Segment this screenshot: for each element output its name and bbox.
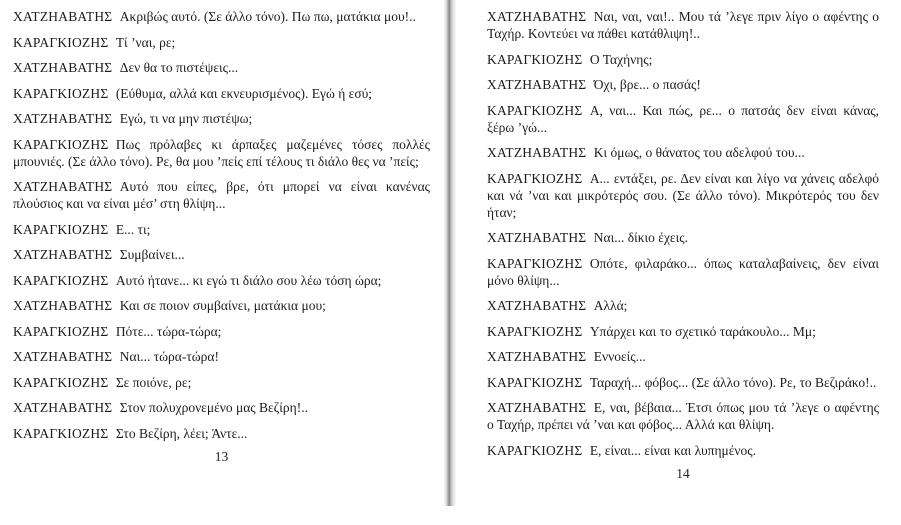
speech-text: Α, ναι... Και πώς, ρε... ο πατσάς δεν είναι κάνας, ξέρω ’γώ... (487, 102, 879, 135)
dialogue-line (13, 323, 430, 340)
dialogue-line (487, 348, 879, 365)
speaker-name: ΧΑΤΖΗΑΒΑΤΗΣ (13, 349, 113, 364)
dialogue-line (13, 136, 430, 170)
speaker-name: ΚΑΡΑΓΚΙΟΖΗΣ (487, 323, 583, 339)
speech-text: Ε, ναι, βέβαια... Έτσι όπως μου τά ’λεγε ο αφέντης ο Ταχήρ, πρέπει νά ’ναι και φόβος... Αλλά και θλίψη. (487, 400, 879, 432)
page-left-text (13, 8, 430, 450)
speaker-name: ΚΑΡΑΓΚΙΟΖΗΣ (13, 136, 109, 152)
dialogue-line (487, 8, 879, 42)
speech-text: Ναι... δίκιο έχεις. (593, 230, 688, 245)
dialogue-line (13, 297, 430, 314)
speech-text: (Εύθυμα, αλλά και εκνευρισμένος). Εγώ ή εσύ; (115, 85, 373, 101)
speaker-name: ΧΑΤΖΗΑΒΑΤΗΣ (487, 230, 587, 245)
speaker-name: ΚΑΡΑΓΚΙΟΖΗΣ (487, 102, 583, 118)
speaker-name: ΚΑΡΑΓΚΙΟΖΗΣ (13, 272, 109, 288)
speech-text: Ναι, ναι, ναι!.. Μου τά ’λεγε πριν λίγο ο αφέντης ο Ταχήρ. Κοντεύει να πάθει κατάθλιψη!.. (487, 9, 879, 41)
dialogue-line (487, 102, 879, 136)
dialogue-line (487, 374, 879, 391)
speaker-name: ΧΑΤΖΗΑΒΑΤΗΣ (13, 298, 113, 313)
speech-text: Ε... τι; (115, 221, 151, 237)
speaker-name: ΧΑΤΖΗΑΒΑΤΗΣ (13, 400, 113, 415)
speaker-name: ΧΑΤΖΗΑΒΑΤΗΣ (487, 9, 587, 24)
book-spine-divider (443, 0, 457, 506)
speech-text: Ο Ταχήνης; (589, 51, 653, 67)
dialogue-line (13, 374, 430, 391)
speaker-name: ΚΑΡΑΓΚΙΟΖΗΣ (487, 170, 583, 186)
speech-text: Εγώ, τι να μην πιστέψω; (119, 111, 253, 126)
dialogue-line (13, 399, 430, 416)
speech-text: Και σε ποιον συμβαίνει, ματάκια μου; (119, 298, 326, 313)
speaker-name: ΚΑΡΑΓΚΙΟΖΗΣ (13, 85, 109, 101)
speaker-name: ΧΑΤΖΗΑΒΑΤΗΣ (13, 247, 113, 262)
speaker-name: ΧΑΤΖΗΑΒΑΤΗΣ (13, 60, 113, 75)
speaker-name: ΚΑΡΑΓΚΙΟΖΗΣ (487, 374, 583, 390)
dialogue-line (487, 323, 879, 340)
speech-text: Αυτό που είπες, βρε, ότι μπορεί να είναι κανένας πλούσιος και να είναι μέσ’ στη θλίψη... (13, 179, 430, 211)
speaker-name: ΚΑΡΑΓΚΙΟΖΗΣ (13, 374, 109, 390)
speech-text: Στον πολυχρονεμένο μας Βεζίρη!.. (119, 400, 308, 415)
page-number-left: 13 (214, 449, 229, 464)
speech-text: Συμβαίνει... (119, 247, 185, 262)
speech-text: Ε, είναι... είναι και λυπημένος. (589, 442, 757, 458)
speech-text: Υπάρχει και το σχετικό ταράκουλο... Μμ; (589, 323, 816, 339)
speech-text: Όχι, βρε... ο πασάς! (593, 77, 701, 92)
page-number-right: 14 (676, 466, 690, 481)
speaker-name: ΧΑΤΖΗΑΒΑΤΗΣ (487, 77, 587, 92)
speech-text: Οπότε, φιλαράκο... όπως καταλαβαίνεις, δεν είναι μόνο θλίψη... (487, 255, 879, 288)
dialogue-line (487, 76, 879, 93)
dialogue-line (487, 144, 879, 161)
speech-text: Πως πρόλαβες κι άρπαξες μαζεμένες τόσες πολλές μπουνιές. (Σε άλλο τόνο). Ρε, θα μου ’πείς επί τέλους τι διάλο θες να ’πείς; (13, 136, 430, 169)
speaker-name: ΚΑΡΑΓΚΙΟΖΗΣ (13, 34, 109, 50)
speaker-name: ΚΑΡΑΓΚΙΟΖΗΣ (487, 51, 583, 67)
dialogue-line (13, 34, 430, 51)
speaker-name: ΧΑΤΖΗΑΒΑΤΗΣ (13, 9, 113, 24)
dialogue-line (487, 51, 879, 68)
speaker-name: ΚΑΡΑΓΚΙΟΖΗΣ (487, 442, 583, 458)
dialogue-line (13, 59, 430, 76)
speech-text: Πότε... τώρα-τώρα; (115, 323, 222, 339)
speaker-name: ΧΑΤΖΗΑΒΑΤΗΣ (487, 145, 587, 160)
dialogue-line (13, 178, 430, 212)
dialogue-line (487, 297, 879, 314)
dialogue-line (13, 425, 430, 442)
speaker-name: ΚΑΡΑΓΚΙΟΖΗΣ (13, 221, 109, 237)
speech-text: Σε ποιόνε, ρε; (115, 374, 192, 390)
dialogue-line (487, 255, 879, 289)
speaker-name: ΧΑΤΖΗΑΒΑΤΗΣ (487, 349, 587, 364)
speech-text: Ταραχή... φόβος... (Σε άλλο τόνο). Ρε, το Βεζιράκο!.. (589, 374, 877, 390)
speaker-name: ΧΑΤΖΗΑΒΑΤΗΣ (487, 400, 587, 415)
speech-text: Εννοείς... (593, 349, 646, 364)
speech-text: Α... εντάξει, ρε. Δεν είναι και λίγο να χάνεις αδελφό και νά ’ναι και μικρότερός σου. (Σε άλλο τόνο). Μικρότερός του δεν ήταν; (487, 170, 879, 220)
speaker-name: ΚΑΡΑΓΚΙΟΖΗΣ (13, 425, 109, 441)
dialogue-line (13, 8, 430, 25)
page-left (0, 0, 443, 506)
speaker-name: ΧΑΤΖΗΑΒΑΤΗΣ (13, 179, 113, 194)
dialogue-line (13, 272, 430, 289)
speech-text: Δεν θα το πιστέψεις... (119, 60, 239, 75)
speaker-name: ΧΑΤΖΗΑΒΑΤΗΣ (13, 111, 113, 126)
dialogue-line (13, 246, 430, 263)
speech-text: Ακριβώς αυτό. (Σε άλλο τόνο). Πω πω, ματάκια μου!.. (119, 9, 416, 24)
dialogue-line (487, 399, 879, 433)
speech-text: Στο Βεζίρη, λέει; Άντε... (115, 425, 248, 441)
dialogue-line (13, 110, 430, 127)
page-right (457, 0, 901, 506)
speaker-name: ΚΑΡΑΓΚΙΟΖΗΣ (13, 323, 109, 339)
dialogue-line (13, 221, 430, 238)
speaker-name: ΧΑΤΖΗΑΒΑΤΗΣ (487, 298, 587, 313)
speech-text: Ναι... τώρα-τώρα! (119, 349, 219, 364)
speech-text: Αυτό ήτανε... κι εγώ τι διάλο σου λέω τόση ώρα; (115, 272, 382, 288)
speech-text: Τί ’ναι, ρε; (115, 34, 176, 50)
dialogue-line (487, 170, 879, 221)
dialogue-line (487, 442, 879, 459)
page-right-text (487, 8, 879, 467)
speaker-name: ΚΑΡΑΓΚΙΟΖΗΣ (487, 255, 583, 271)
dialogue-line (487, 229, 879, 246)
speech-text: Αλλά; (593, 298, 628, 313)
dialogue-line (13, 348, 430, 365)
dialogue-line (13, 85, 430, 102)
speech-text: Κι όμως, ο θάνατος του αδελφού του... (593, 145, 805, 160)
